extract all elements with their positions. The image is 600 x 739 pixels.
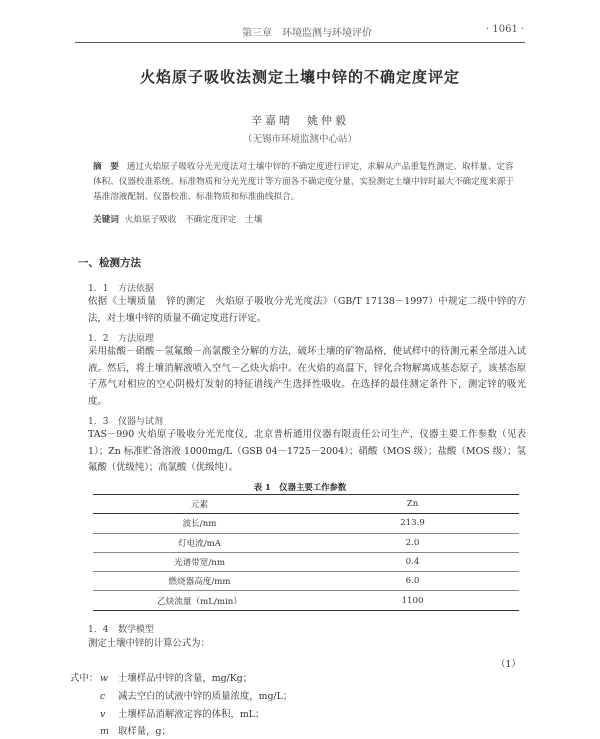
authors: 辛嘉晴 姚仲毅	[251, 114, 349, 127]
subsection-title: 方法依据	[118, 284, 155, 294]
abstract	[93, 160, 518, 205]
where-label: 式中：	[70, 673, 99, 684]
variable-symbol: w	[100, 673, 109, 684]
subsection-1-3	[88, 414, 163, 427]
table-header-cell: 元素	[93, 495, 306, 514]
keywords-label: 关键词	[93, 215, 119, 225]
table-cell: 1100	[306, 591, 519, 610]
table-caption: 表 1 仪器主要工作参数	[253, 482, 347, 492]
table-cell: 213.9	[306, 514, 519, 533]
variable-symbol: c	[100, 691, 106, 702]
variable-description: 土壤样品中锌的含量，mg/Kg；	[118, 673, 253, 684]
paragraph-method-basis: 依据《土壤质量 锌的测定 火焰原子吸收分光光度法》（GB/T 17138－1997）中规定二级中锌的方法，对土壤中锌的质量不确定度进行评定。	[88, 296, 526, 324]
subsection-number: 1．1	[88, 284, 109, 294]
table-header-cell: Zn	[306, 495, 519, 514]
table-header-row	[93, 495, 519, 514]
subsection-number: 1．2	[88, 334, 109, 344]
page-number: · 1061 ·	[486, 24, 525, 35]
table-row	[93, 533, 519, 552]
variable-description: 土壤样品消解液定容的体积，mL；	[118, 709, 265, 720]
table-cell: 燃烧器高度/mm	[93, 572, 306, 591]
keywords	[93, 213, 518, 225]
variable-row	[70, 670, 252, 684]
equation-number: （1）	[496, 659, 521, 670]
table-row	[93, 572, 519, 591]
variable-row	[100, 706, 264, 720]
table-cell: 6.0	[306, 572, 519, 591]
variable-symbol: v	[100, 709, 106, 720]
table-cell: 波长/nm	[93, 514, 306, 533]
table-row	[93, 591, 519, 610]
table-cell: 0.4	[306, 552, 519, 571]
keywords-text: 火焰原子吸收 不确定度评定 土壤	[124, 215, 263, 225]
subsection-number: 1．4	[88, 625, 109, 635]
abstract-text: 通过火焰原子吸收分光光度法对土壤中锌的不确定度进行评定，求解从产品重复性测定、取样量、定容体积、仪器校准系统、标准物质和分光光度计等方面各不确定度分量，实验测定土壤中锌时最大不确定度来源于基准溶液配制、仪器校准、标准物质和标准曲线拟合。	[93, 162, 515, 202]
table-cell: 光谱带宽/nm	[93, 552, 306, 571]
abstract-label: 摘 要	[93, 162, 119, 172]
subsection-title: 仪器与试剂	[118, 417, 164, 427]
subsection-1-2	[88, 331, 154, 344]
formula-intro: 测定土壤中锌的计算公式为：	[88, 638, 210, 649]
table-cell: 乙炔流量（mL/min）	[93, 591, 306, 610]
variable-description: 减去空白的试液中锌的质量浓度，mg/L；	[118, 691, 293, 702]
subsection-number: 1．3	[88, 417, 109, 427]
variable-row	[100, 688, 292, 702]
paragraph-instruments: TAS－990 火焰原子吸收分光光度仪，北京普析通用仪器有限责任公司生产，仪器主要工作参数（见表 1）；Zn 标准贮备溶液 1000mg/L（GSB 04－1725－2004）；硝酸（MOS 级）；盐酸（MOS 级）；氢氟酸（优级纯）；高氯酸（优级纯）。	[88, 429, 526, 474]
paragraph-method-principle: 采用盐酸－硝酸－氢氟酸－高氯酸全分解的方法，破坏土壤的矿物晶格，使试样中的待测元素全部进入试液。然后，将土壤消解液喷入空气－乙炔火焰中。在火焰的高温下，锌化合物解离成基态原子，该基态原子蒸气对相应的空心阴极灯发射的特征谱线产生选择性吸收。在选择的最佳测定条件下，测定锌的吸光度。	[88, 346, 526, 408]
running-header-title: 第三章 环境监测与环境评价	[242, 28, 372, 39]
table-cell: 灯电流/mA	[93, 533, 306, 552]
parameter-table	[93, 494, 519, 611]
paper-title: 火焰原子吸收法测定土壤中锌的不确定度评定	[139, 68, 460, 86]
variable-row	[100, 723, 171, 737]
variable-symbol: m	[100, 726, 109, 737]
subsection-1-4	[88, 622, 154, 635]
header-rule	[75, 42, 525, 43]
subsection-1-1	[88, 281, 154, 294]
subsection-title: 数学模型	[118, 625, 155, 635]
table-row	[93, 552, 519, 571]
variable-description: 取样量，g；	[118, 726, 171, 737]
subsection-title: 方法原理	[118, 334, 155, 344]
institution: （无锡市环境监测中心站）	[242, 134, 357, 145]
table-cell: 2.0	[306, 533, 519, 552]
section-heading: 一、检测方法	[78, 257, 141, 269]
table-row	[93, 514, 519, 533]
